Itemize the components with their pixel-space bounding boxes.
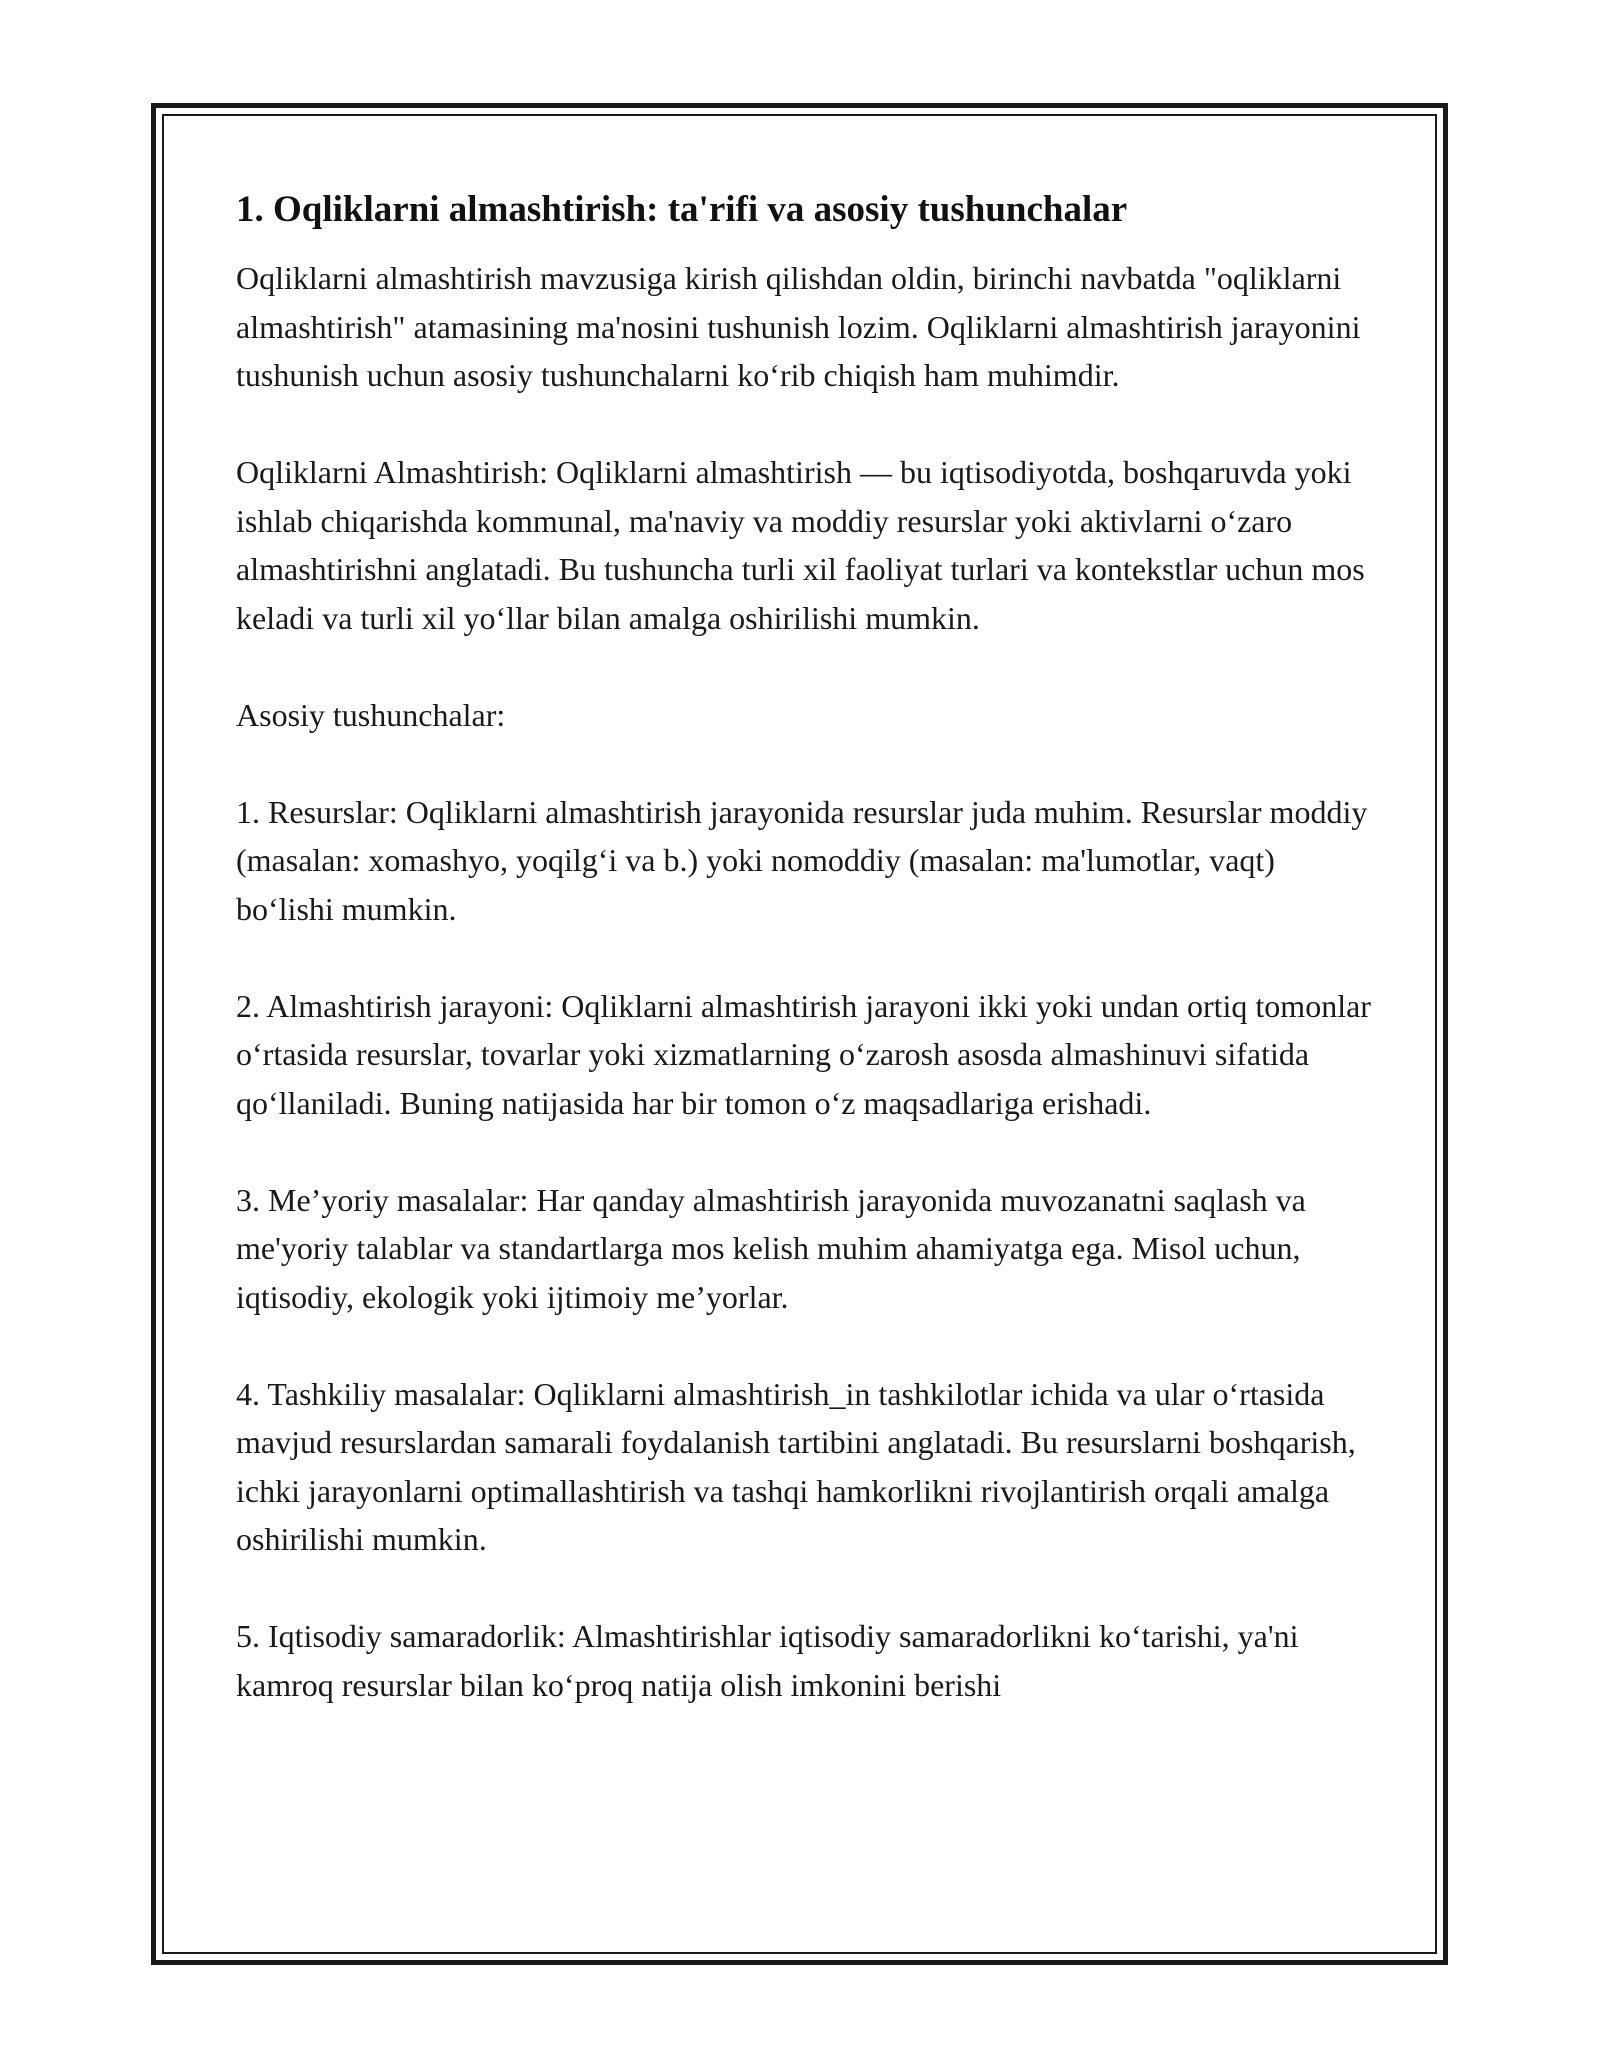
list-item-exchange-process: 2. Almashtirish jarayoni: Oqliklarni almashtirish jarayoni ikki yoki undan ortiq tomonlar o‘rtasida resurslar, tovarlar yoki xizmatlarning o‘zarosh asosda almashinuvi sifatida qo‘llaniladi. Buning natijasida har bir tomon o‘z maqsadlariga erishadi. [236, 987, 1371, 1121]
key-concepts-heading: Asosiy tushunchalar: [236, 696, 506, 733]
list-item-resources: 1. Resurslar: Oqliklarni almashtirish jarayonida resurslar juda muhim. Resurslar moddiy (masalan: xomashyo, yoqilg‘i va b.) yoki nomoddiy (masalan: ma'lumotlar, vaqt) bo‘lishi mumkin. [236, 793, 1368, 927]
section-heading: 1. Oqliklarni almashtirish: ta'rifi va asosiy tushunchalar [236, 189, 1128, 230]
document-body [236, 186, 1376, 1709]
list-item-economic-efficiency: 5. Iqtisodiy samaradorlik: Almashtirishlar iqtisodiy samaradorlikni ko‘tarishi, ya'ni kamroq resurslar bilan ko‘proq natija olish imkonini berishi [236, 1618, 1299, 1703]
intro-paragraph: Oqliklarni almashtirish mavzusiga kirish qilishdan oldin, birinchi navbatda "oqliklarni almashtirish" atamasining ma'nosini tushunish lozim. Oqliklarni almashtirish jarayonini tushunish uchun asosiy tushunchalarni ko‘rib chiqish ham muhimdir. [236, 260, 1361, 393]
definition-paragraph: Oqliklarni Almashtirish: Oqliklarni almashtirish — bu iqtisodiyotda, boshqaruvda yoki ishlab chiqarishda kommunal, ma'naviy va moddiy resurslar yoki aktivlarni o‘zaro almashtirishni anglatadi. Bu tushuncha turli xil faoliyat turlari va kontekstlar uchun mos keladi va turli xil yo‘llar bilan amalga oshirilishi mumkin. [236, 454, 1365, 636]
list-item-normative-issues: 3. Me’yoriy masalalar: Har qanday almashtirish jarayonida muvozanatni saqlash va me'yoriy talablar va standartlarga mos kelish muhim ahamiyatga ega. Misol uchun, iqtisodiy, ekologik yoki ijtimoiy me’yorlar. [236, 1181, 1306, 1315]
list-item-organizational-issues: 4. Tashkiliy masalalar: Oqliklarni almashtirish_in tashkilotlar ichida va ular o‘rtasida mavjud resurslardan samarali foydalanish tartibini anglatadi. Bu resurslarni boshqarish, ichki jarayonlarni optimallashtirish va tashqi hamkorlikni rivojlantirish orqali amalga oshirilishi mumkin. [236, 1375, 1356, 1557]
